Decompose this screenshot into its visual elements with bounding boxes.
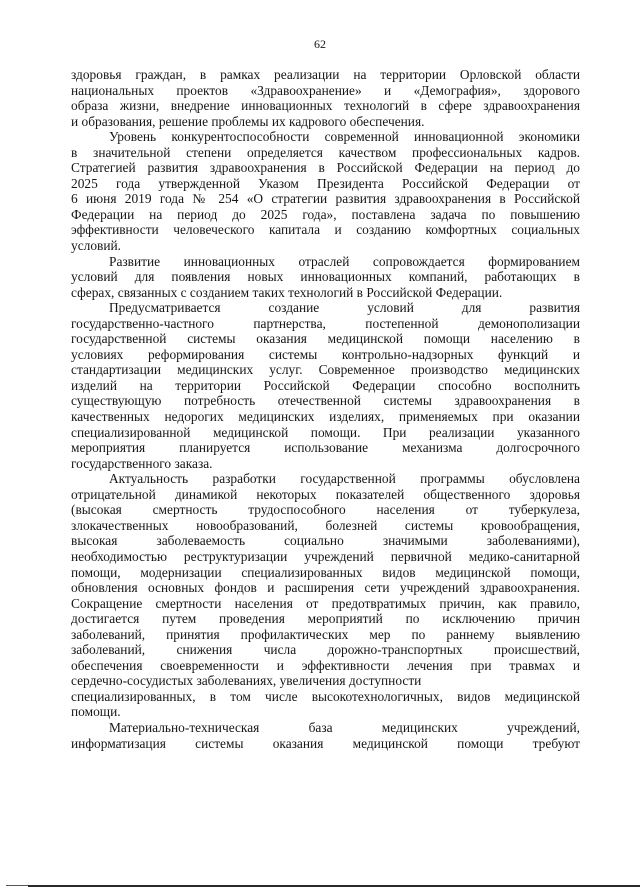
text-line: Стратегией развития здравоохранения в Российской Федерации на период до	[71, 160, 580, 176]
text-line: национальных проектов «Здравоохранение» и «Демография», здорового	[71, 82, 580, 98]
scan-bottom-border	[28, 885, 640, 887]
text-line: Актуальность разработки государственной программы обусловлена	[109, 471, 580, 487]
page-number: 62	[314, 37, 326, 51]
text-line: обновления основных фондов и расширения сети учреждений здравоохранения.	[71, 580, 580, 596]
text-line: злокачественных новообразований, болезней системы кровообращения,	[71, 517, 580, 533]
text-line: мероприятия планируется использование механизма долгосрочного	[71, 440, 580, 456]
text-line: сердечно-сосудистых заболеваниях, увеличения доступности	[71, 673, 422, 689]
text-line: отрицательной динамикой некоторых показателей общественного здоровья	[71, 486, 580, 502]
text-line: государственной системы оказания медицинской помощи населению в	[71, 331, 580, 347]
text-line: и образования, решение проблемы их кадрового обеспечения.	[71, 113, 425, 129]
text-line: (высокая смертность трудоспособного населения от туберкулеза,	[71, 502, 580, 518]
text-line: высокая заболеваемость социально значимыми заболеваниями),	[71, 533, 580, 549]
text-line: изделий на территории Российской Федерации способно восполнить	[71, 377, 580, 393]
text-line: качественных недорогих медицинских изделиях, применяемых при оказании	[71, 409, 580, 425]
text-line: условий для появления новых инновационных компаний, работающих в	[71, 269, 580, 285]
text-line: эффективности человеческого капитала и созданию комфортных социальных	[71, 222, 580, 238]
text-line: сферах, связанных с созданием таких технологий в Российской Федерации.	[71, 284, 503, 300]
text-line: заболеваний, снижения числа дорожно-транспортных происшествий,	[71, 642, 580, 658]
text-line: в значительной степени определяется качеством профессиональных кадров.	[71, 144, 580, 160]
text-line: помощи.	[71, 704, 121, 720]
text-line: условиях реформирования системы контрольно-надзорных функций и	[71, 346, 580, 362]
text-line: условий.	[71, 238, 122, 254]
text-line: государственно-частного партнерства, постепенной демонополизации	[71, 315, 580, 331]
text-line: специализированной медицинской помощи. При реализации указанного	[71, 424, 580, 440]
text-line: Сокращение смертности населения от предотвратимых причин, как правило,	[71, 595, 580, 611]
text-line: стандартизации медицинских услуг. Современное производство медицинских	[71, 362, 580, 378]
text-line: информатизация системы оказания медицинской помощи требуют	[71, 735, 580, 751]
text-line: здоровья граждан, в рамках реализации на территории Орловской области	[71, 67, 580, 82]
text-line: достигается путем проведения мероприятий по исключению причин	[71, 611, 580, 627]
text-line: необходимостью реструктуризации учреждений первичной медико-санитарной	[71, 548, 580, 564]
text-line: специализированных, в том числе высокотехнологичных, видов медицинской	[71, 688, 580, 704]
text-line: Федерации на период до 2025 года», поставлена задача по повышению	[71, 206, 580, 222]
text-line: заболеваний, принятия профилактических мер по раннему выявлению	[71, 626, 580, 642]
text-line: образа жизни, внедрение инновационных технологий в сфере здравоохранения	[71, 98, 580, 114]
text-line: 6 июня 2019 года № 254 «О стратегии развития здравоохранения в Российской	[71, 191, 580, 207]
document-body	[71, 67, 580, 751]
text-line: помощи, модернизации специализированных видов медицинской помощи,	[71, 564, 580, 580]
text-line: Предусматривается создание условий для развития	[109, 300, 580, 316]
text-line: Развитие инновационных отраслей сопровождается формированием	[109, 253, 580, 269]
text-line: государственного заказа.	[71, 455, 213, 471]
text-line: обеспечения своевременности и эффективности лечения при травмах и	[71, 657, 580, 673]
text-line: Уровень конкурентоспособности современной инновационной экономики	[109, 129, 580, 145]
text-line: 2025 года утвержденной Указом Президента Российской Федерации от	[71, 175, 580, 191]
text-line: существующую потребность отечественной системы здравоохранения в	[71, 393, 580, 409]
text-line: Материально-техническая база медицинских учреждений,	[109, 719, 580, 735]
